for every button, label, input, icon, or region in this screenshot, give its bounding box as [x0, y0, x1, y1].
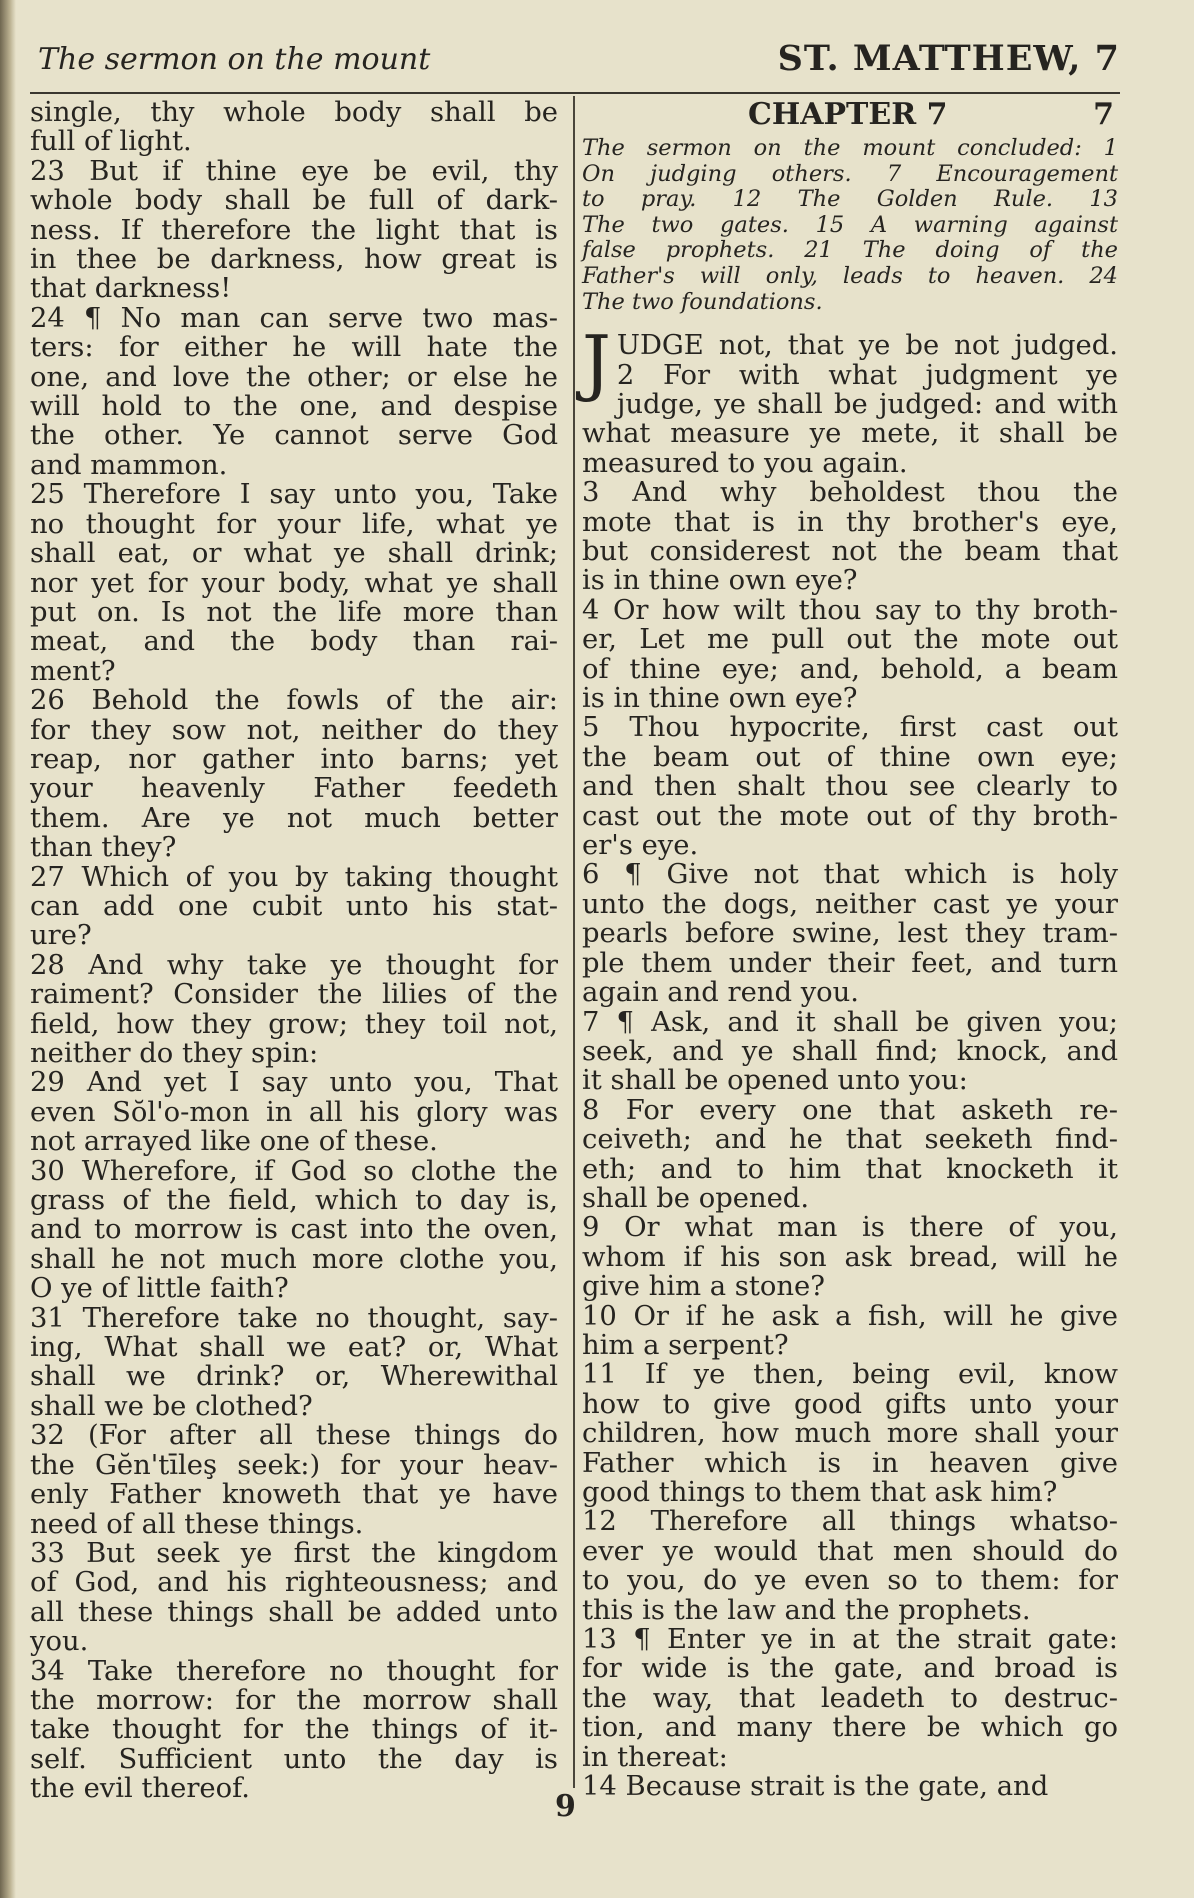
- verse-line: the Gĕn'tīleş seek:) for your heav-: [30, 1449, 558, 1481]
- verse-line: what measure ye mete, it shall be: [582, 418, 1118, 450]
- verse-line: 8 For every one that asketh re-: [582, 1094, 1118, 1126]
- verse-line: 32 (For after all these things do: [30, 1420, 558, 1452]
- verse-line: shall we be clothed?: [30, 1390, 313, 1422]
- verse-line: O ye of little faith?: [30, 1273, 289, 1305]
- verse-line: 27 Which of you by taking thought: [30, 861, 558, 893]
- verse-line: is in thine own eye?: [582, 565, 858, 597]
- verse-line: in thee be darkness, how great is: [30, 244, 558, 276]
- summary-line: The sermon on the mount concluded: 1: [582, 135, 1118, 161]
- verse-line: self. Sufficient unto the day is: [30, 1743, 558, 1775]
- verse-line: the morrow: for the morrow shall: [30, 1684, 558, 1716]
- verse-line: but considerest not the beam that: [582, 536, 1118, 567]
- verse-line: it shall be opened unto you:: [582, 1065, 968, 1097]
- verse-line: of thine eye; and, behold, a beam: [582, 653, 1118, 685]
- verse-line: this is the law and the prophets.: [582, 1594, 1031, 1626]
- verse-line: ure?: [30, 920, 92, 952]
- verse-line: raiment? Consider the lilies of the: [30, 979, 558, 1011]
- verse-line: of God, and his righteousness; and: [30, 1567, 558, 1599]
- verse-line: 34 Take therefore no thought for: [30, 1655, 558, 1687]
- right-column-verses: [582, 390, 1118, 1802]
- verse-line: unto the dogs, neither cast ye your: [582, 888, 1118, 920]
- verse-line: for wide is the gate, and broad is: [582, 1653, 1118, 1685]
- verse-line: the beam out of thine own eye;: [582, 741, 1118, 773]
- verse-line: 2 For with what judgment ye: [616, 359, 1118, 391]
- page-spine-shadow: [0, 0, 16, 1898]
- chapter-text: [582, 320, 1118, 1803]
- verse-line: 14 Because strait is the gate, and: [582, 1771, 1049, 1803]
- verse-line: take thought for the things of it-: [30, 1714, 558, 1746]
- verse-line: 13 ¶ Enter ye in at the strait gate:: [582, 1624, 1118, 1656]
- verse-line: nor yet for your body, what ye shall: [30, 567, 558, 599]
- verse-line: mote that is in thy brother's eye,: [582, 506, 1118, 538]
- verse-line: 6 ¶ Give not that which is holy: [582, 859, 1118, 891]
- verse-line: the way, that leadeth to destruc-: [582, 1682, 1118, 1714]
- page-header: [38, 38, 1120, 92]
- verse-line: ters: for either he will hate the: [30, 332, 558, 364]
- verse-line: you.: [30, 1626, 89, 1658]
- verse-line: not arrayed like one of these.: [30, 1126, 438, 1158]
- verse-line: ever ye would that men should do: [582, 1535, 1118, 1567]
- summary-line: Father's will only, leads to heaven. 24: [582, 262, 1118, 289]
- verse-line: 25 Therefore I say unto you, Take: [30, 479, 558, 511]
- summary-line: On judging others. 7 Encouragement: [582, 160, 1118, 187]
- verse-line: full of light.: [30, 126, 192, 158]
- verse-line: all these things shall be added unto: [30, 1596, 558, 1628]
- verse-line: 29 And yet I say unto you, That: [30, 1067, 558, 1099]
- verse-line: 3 And why beholdest thou the: [582, 477, 1118, 509]
- chapter-summary: [582, 136, 1118, 315]
- verse-line: whole body shall be full of dark-: [30, 185, 558, 217]
- chapter-title: CHAPTER 7: [748, 97, 948, 132]
- verse-line: your heavenly Father feedeth: [30, 773, 558, 805]
- verse-line: ment?: [30, 655, 116, 687]
- verse-line: field, how they grow; they toil not,: [30, 1008, 558, 1040]
- verse-line: 28 And why take ye thought for: [30, 949, 558, 981]
- verse-line: again and rend you.: [582, 977, 860, 1009]
- running-head: The sermon on the mount: [38, 42, 431, 77]
- verse-line: put on. Is not the life more than: [30, 596, 558, 628]
- verse-line: for they sow not, neither do they: [30, 714, 558, 746]
- verse-line: 7 ¶ Ask, and it shall be given you;: [582, 1006, 1118, 1038]
- verse-line: grass of the field, which to day is,: [30, 1185, 558, 1217]
- verse-line: reap, nor gather into barns; yet: [30, 743, 558, 775]
- verse-line: ing, What shall we eat? or, What: [30, 1332, 558, 1364]
- summary-line: false prophets. 21 The doing of the: [582, 237, 1118, 264]
- summary-line: The two foundations.: [582, 288, 823, 315]
- verse-line: to you, do ye even so to them: for: [582, 1565, 1118, 1597]
- verse-line: pearls before swine, lest they tram-: [582, 918, 1118, 950]
- verse-line: children, how much more shall your: [582, 1418, 1118, 1450]
- verse-line: and mammon.: [30, 449, 228, 481]
- verse-line: 12 Therefore all things whatso-: [582, 1506, 1118, 1538]
- verse-line: good things to them that ask him?: [582, 1477, 1058, 1508]
- verse-line: Father which is in heaven give: [582, 1447, 1118, 1479]
- verse-line: can add one cubit unto his stat-: [30, 890, 558, 922]
- verse-line: measured to you again.: [582, 447, 908, 479]
- verse-line: even Sŏl'o-mon in all his glory was: [30, 1096, 558, 1128]
- verse-line: and to morrow is cast into the oven,: [30, 1214, 558, 1246]
- verse-line: 5 Thou hypocrite, first cast out: [582, 712, 1118, 744]
- verse-line: shall eat, or what ye shall drink;: [30, 538, 558, 570]
- verse-line: need of all these things.: [30, 1508, 364, 1540]
- verse-line: the evil thereof.: [30, 1773, 250, 1805]
- summary-line: to pray. 12 The Golden Rule. 13: [582, 186, 1118, 213]
- verse-line: 31 Therefore take no thought, say-: [30, 1302, 558, 1334]
- verse-line: ple them under their feet, and turn: [582, 947, 1118, 979]
- verse-line: the other. Ye cannot serve God: [30, 420, 558, 452]
- verse-line: single, thy whole body shall be: [30, 97, 558, 128]
- right-column: [582, 98, 1118, 1801]
- book-chapter-reference: ST. MATTHEW, 7: [777, 38, 1120, 79]
- verse-line: 24 ¶ No man can serve two mas-: [30, 302, 558, 334]
- verse-line: give him a stone?: [582, 1271, 825, 1303]
- verse-line: enly Father knoweth that ye have: [30, 1479, 558, 1511]
- verse-line: judge, ye shall be judged: and with: [616, 388, 1118, 420]
- chapter-heading: [582, 98, 1118, 132]
- verse-line: ness. If therefore the light that is: [30, 214, 558, 246]
- verse-line: no thought for your life, what ye: [30, 508, 558, 540]
- verse-line: in thereat:: [582, 1741, 728, 1773]
- header-rule: [30, 92, 1120, 94]
- drop-cap-letter: J: [582, 320, 611, 405]
- column-divider: [573, 96, 575, 1788]
- verse-line: 11 If ye then, being evil, know: [582, 1359, 1118, 1391]
- verse-line: 10 Or if he ask a fish, will he give: [582, 1300, 1118, 1332]
- verse-line: how to give good gifts unto your: [582, 1388, 1118, 1420]
- verse-line: him a serpent?: [582, 1329, 789, 1361]
- verse-line: cast out the mote out of thy broth-: [582, 800, 1118, 832]
- verse-line: UDGE not, that ye be not judged.: [616, 330, 1118, 362]
- verse-line: that darkness!: [30, 273, 232, 305]
- verse-line: neither do they spin:: [30, 1038, 319, 1069]
- summary-line: The two gates. 15 A warning against: [582, 211, 1118, 238]
- verse-line: 33 But seek ye first the kingdom: [30, 1537, 558, 1569]
- verse-line: shall be opened.: [582, 1182, 810, 1214]
- verse-line: will hold to the one, and despise: [30, 391, 558, 423]
- verse-line: seek, and ye shall find; knock, and: [582, 1035, 1118, 1067]
- chapter-number: 7: [1093, 97, 1114, 132]
- verse-line: them. Are ye not much better: [30, 802, 558, 834]
- verse-line: shall we drink? or, Wherewithal: [30, 1361, 558, 1393]
- verse-line: whom if his son ask bread, will he: [582, 1241, 1118, 1273]
- verse-line: ceiveth; and he that seeketh find-: [582, 1124, 1118, 1156]
- verse-line: er, Let me pull out the mote out: [582, 624, 1118, 656]
- verse-line: 9 Or what man is there of you,: [582, 1212, 1118, 1244]
- verse-line: is in thine own eye?: [582, 683, 858, 715]
- verse-line: 30 Wherefore, if God so clothe the: [30, 1155, 558, 1187]
- verse-line: eth; and to him that knocketh it: [582, 1153, 1118, 1185]
- verse-line: than they?: [30, 832, 177, 864]
- verse-line: shall he not much more clothe you,: [30, 1243, 558, 1275]
- verse-line: 23 But if thine eye be evil, thy: [30, 155, 558, 187]
- verse-line: and then shalt thou see clearly to: [582, 771, 1118, 803]
- verse-line: er's eye.: [582, 830, 699, 862]
- verse-line: tion, and many there be which go: [582, 1712, 1118, 1744]
- page-number: 9: [555, 1789, 576, 1824]
- left-column: [30, 98, 558, 1804]
- verse-line: 4 Or how wilt thou say to thy broth-: [582, 594, 1118, 626]
- verse-line: one, and love the other; or else he: [30, 361, 558, 393]
- verse-line: meat, and the body than rai-: [30, 626, 558, 658]
- verse-line: 26 Behold the fowls of the air:: [30, 685, 558, 717]
